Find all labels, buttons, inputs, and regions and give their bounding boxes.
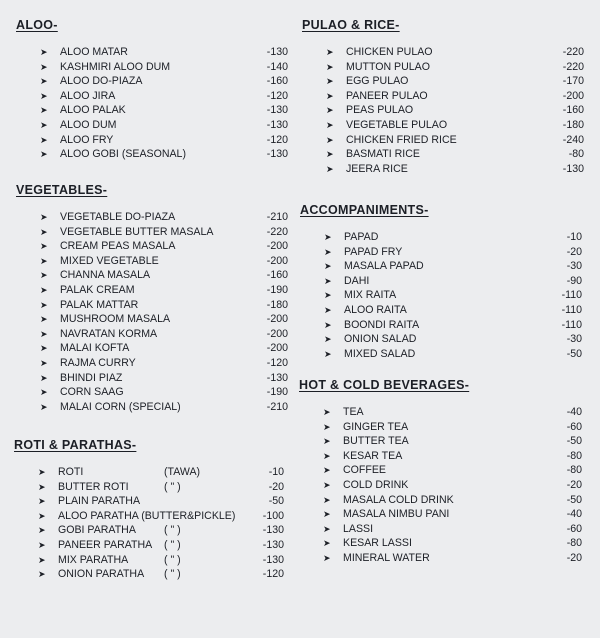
- menu-item: [16, 356, 288, 371]
- item-price: -80: [566, 464, 582, 477]
- menu-item: [302, 133, 584, 148]
- bullet-arrow-icon: ➤: [324, 334, 332, 345]
- item-price: -130: [262, 524, 284, 537]
- item-name: MIX PARATHA: [58, 553, 129, 566]
- item-name: PANEER PARATHA: [58, 538, 153, 551]
- item-price: -30: [566, 260, 582, 273]
- item-note: ( " ): [164, 538, 181, 551]
- item-price: -240: [562, 133, 584, 146]
- item-note: ( " ): [164, 568, 181, 581]
- item-price: -20: [566, 478, 582, 491]
- item-price: -200: [266, 254, 288, 267]
- menu-item: [14, 480, 284, 495]
- item-list: [299, 405, 582, 566]
- item-note: ( " ): [164, 553, 181, 566]
- menu-item: [299, 522, 582, 537]
- menu-item: [299, 434, 582, 449]
- item-name: CHANNA MASALA: [60, 269, 151, 282]
- menu-item: [16, 89, 288, 104]
- bullet-arrow-icon: ➤: [326, 61, 334, 72]
- menu-item: [16, 385, 288, 400]
- bullet-arrow-icon: ➤: [323, 509, 331, 520]
- section-roti: [14, 438, 284, 582]
- item-price: -80: [568, 148, 584, 161]
- bullet-arrow-icon: ➤: [323, 421, 331, 432]
- menu-item: [300, 259, 582, 274]
- menu-item: [300, 274, 582, 289]
- section-heading: ACCOMPANIMENTS-: [300, 203, 429, 217]
- item-name: PLAIN PARATHA: [58, 495, 141, 508]
- item-price: -190: [266, 386, 288, 399]
- menu-item: [16, 74, 288, 89]
- menu-item: [16, 239, 288, 254]
- menu-item: [300, 245, 582, 260]
- item-name: CREAM PEAS MASALA: [60, 240, 176, 253]
- section-heading: ROTI & PARATHAS-: [14, 438, 137, 452]
- item-name: MIXED VEGETABLE: [60, 254, 159, 267]
- bullet-arrow-icon: ➤: [40, 212, 48, 222]
- menu-item: [300, 288, 582, 303]
- item-name: PAPAD FRY: [344, 245, 403, 258]
- item-name: BHINDI PIAZ: [60, 371, 123, 384]
- menu-item: [299, 478, 582, 493]
- item-name: NAVRATAN KORMA: [60, 327, 158, 340]
- bullet-arrow-icon: ➤: [324, 319, 332, 330]
- item-price: -200: [266, 240, 288, 253]
- menu-item: [300, 347, 582, 362]
- item-name: BUTTER TEA: [343, 435, 409, 448]
- menu-item: [299, 449, 582, 464]
- item-list: [300, 230, 582, 361]
- item-price: -20: [268, 480, 284, 493]
- menu-item: [16, 103, 288, 118]
- section-heading: ALOO-: [16, 18, 58, 32]
- item-name: RAJMA CURRY: [60, 356, 136, 369]
- item-name: BOONDI RAITA: [344, 318, 420, 331]
- item-name: MASALA NIMBU PANI: [343, 508, 450, 521]
- menu-item: [16, 225, 288, 240]
- bullet-arrow-icon: ➤: [40, 357, 48, 368]
- item-name: MALAI KOFTA: [60, 342, 130, 355]
- menu-item: [302, 45, 584, 60]
- item-name: KESAR LASSI: [343, 537, 412, 550]
- item-price: -130: [266, 371, 288, 384]
- item-price: -20: [566, 245, 582, 258]
- menu-item: [16, 45, 288, 60]
- bullet-arrow-icon: ➤: [40, 387, 48, 398]
- item-price: -160: [266, 75, 288, 88]
- item-price: -50: [566, 347, 582, 360]
- bullet-arrow-icon: ➤: [38, 539, 46, 550]
- bullet-arrow-icon: ➤: [326, 149, 334, 160]
- bullet-arrow-icon: ➤: [324, 261, 332, 272]
- item-name: PALAK MATTAR: [60, 298, 139, 311]
- bullet-arrow-icon: ➤: [326, 76, 334, 87]
- menu-item: [14, 538, 284, 553]
- item-price: -160: [562, 104, 584, 117]
- menu-item: [300, 332, 582, 347]
- item-name: MIXED SALAD: [344, 347, 416, 360]
- bullet-arrow-icon: ➤: [326, 90, 334, 101]
- menu-item: [302, 89, 584, 104]
- item-price: -110: [561, 303, 582, 316]
- item-price: -130: [266, 148, 288, 161]
- item-price: -50: [268, 495, 284, 508]
- item-name: ONION SALAD: [344, 333, 417, 346]
- bullet-arrow-icon: ➤: [40, 299, 48, 310]
- item-price: -210: [266, 400, 288, 413]
- item-name: GINGER TEA: [343, 420, 409, 433]
- bullet-arrow-icon: ➤: [40, 226, 48, 237]
- menu-item: [302, 74, 584, 89]
- section-heading: HOT & COLD BEVERAGES-: [299, 378, 470, 392]
- item-note: ( " ): [164, 480, 181, 493]
- item-price: -160: [266, 269, 288, 282]
- menu-item: [300, 318, 582, 333]
- item-list: [302, 45, 584, 176]
- item-name: BASMATI RICE: [346, 148, 420, 161]
- item-price: -10: [268, 466, 284, 478]
- bullet-arrow-icon: ➤: [323, 523, 331, 534]
- menu-item: [16, 341, 288, 356]
- item-name: COLD DRINK: [343, 478, 409, 491]
- item-name: ALOO RAITA: [344, 303, 407, 316]
- bullet-arrow-icon: ➤: [40, 255, 48, 266]
- menu-item: [16, 298, 288, 313]
- item-name: ALOO PARATHA (BUTTER&PICKLE): [58, 509, 236, 522]
- item-price: -110: [561, 289, 582, 302]
- item-price: -120: [262, 568, 284, 581]
- menu-item: [302, 103, 584, 118]
- section-aloo: [16, 18, 288, 162]
- item-price: -190: [266, 283, 288, 296]
- bullet-arrow-icon: ➤: [40, 90, 48, 101]
- menu-item: [16, 268, 288, 283]
- item-price: -40: [566, 406, 582, 418]
- bullet-arrow-icon: ➤: [38, 554, 46, 565]
- bullet-arrow-icon: ➤: [40, 47, 48, 57]
- bullet-arrow-icon: ➤: [40, 149, 48, 160]
- bullet-arrow-icon: ➤: [324, 304, 332, 315]
- bullet-arrow-icon: ➤: [324, 290, 332, 301]
- item-name: LASSI: [343, 522, 374, 535]
- item-name: PALAK CREAM: [60, 283, 135, 296]
- bullet-arrow-icon: ➤: [326, 105, 334, 116]
- menu-item: [300, 303, 582, 318]
- menu-item: [16, 60, 288, 75]
- item-name: BUTTER ROTI: [58, 480, 129, 493]
- item-name: ALOO FRY: [60, 133, 114, 146]
- item-name: CORN SAAG: [60, 386, 124, 399]
- item-price: -210: [266, 211, 288, 223]
- item-price: -170: [562, 75, 584, 88]
- section-pulao: [302, 18, 584, 176]
- bullet-arrow-icon: ➤: [326, 119, 334, 130]
- bullet-arrow-icon: ➤: [40, 401, 48, 412]
- bullet-arrow-icon: ➤: [40, 241, 48, 252]
- section-accompaniments: [300, 203, 582, 361]
- item-price: -200: [266, 342, 288, 355]
- item-price: -220: [266, 225, 288, 238]
- item-name: MUSHROOM MASALA: [60, 313, 171, 326]
- menu-item: [302, 162, 584, 177]
- item-name: VEGETABLE PULAO: [346, 118, 448, 131]
- bullet-arrow-icon: ➤: [40, 284, 48, 295]
- item-name: TEA: [343, 406, 364, 418]
- bullet-arrow-icon: ➤: [324, 232, 332, 242]
- item-name: MINERAL WATER: [343, 551, 430, 564]
- item-name: CHICKEN PULAO: [346, 46, 433, 58]
- bullet-arrow-icon: ➤: [326, 134, 334, 145]
- bullet-arrow-icon: ➤: [323, 538, 331, 549]
- menu-item: [299, 507, 582, 522]
- item-price: -130: [262, 553, 284, 566]
- menu-item: [16, 371, 288, 386]
- item-note: ( " ): [164, 524, 181, 537]
- bullet-arrow-icon: ➤: [38, 569, 46, 580]
- item-list: [16, 45, 288, 162]
- item-price: -200: [266, 313, 288, 326]
- menu-item: [299, 463, 582, 478]
- bullet-arrow-icon: ➤: [323, 494, 331, 505]
- bullet-arrow-icon: ➤: [323, 450, 331, 461]
- menu-item: [14, 523, 284, 538]
- bullet-arrow-icon: ➤: [323, 436, 331, 447]
- item-price: -80: [566, 449, 582, 462]
- item-price: -130: [266, 46, 288, 58]
- menu-item: [14, 494, 284, 509]
- menu-item: [299, 493, 582, 508]
- item-name: VEGETABLE DO-PIAZA: [60, 211, 176, 223]
- item-name: ALOO GOBI (SEASONAL): [60, 148, 186, 161]
- bullet-arrow-icon: ➤: [40, 270, 48, 281]
- item-name: MUTTON PULAO: [346, 60, 430, 73]
- item-price: -60: [566, 420, 582, 433]
- item-name: ALOO MATAR: [60, 46, 128, 58]
- menu-item: [14, 509, 284, 524]
- item-name: PEAS PULAO: [346, 104, 414, 117]
- item-name: MIX RAITA: [344, 289, 397, 302]
- menu-item: [299, 536, 582, 551]
- menu-item: [14, 567, 284, 582]
- bullet-arrow-icon: ➤: [38, 510, 46, 521]
- item-name: KESAR TEA: [343, 449, 403, 462]
- item-name: ALOO DUM: [60, 118, 117, 131]
- item-name: PAPAD: [344, 231, 379, 243]
- item-name: JEERA RICE: [346, 162, 408, 175]
- bullet-arrow-icon: ➤: [40, 119, 48, 130]
- menu-item: [16, 254, 288, 269]
- item-price: -80: [566, 537, 582, 550]
- item-price: -180: [266, 298, 288, 311]
- item-name: GOBI PARATHA: [58, 524, 136, 537]
- item-price: -120: [266, 133, 288, 146]
- menu-item: [299, 551, 582, 566]
- item-note: (TAWA): [164, 466, 201, 478]
- bullet-arrow-icon: ➤: [324, 275, 332, 286]
- item-price: -180: [562, 118, 584, 131]
- item-price: -40: [566, 508, 582, 521]
- item-price: -200: [562, 89, 584, 102]
- item-name: ONION PARATHA: [58, 568, 145, 581]
- bullet-arrow-icon: ➤: [323, 407, 331, 417]
- item-list: [16, 210, 288, 414]
- menu-item: [302, 147, 584, 162]
- item-price: -30: [566, 333, 582, 346]
- menu-item: [16, 147, 288, 162]
- bullet-arrow-icon: ➤: [40, 61, 48, 72]
- item-name: DAHI: [344, 274, 370, 287]
- item-price: -50: [566, 435, 582, 448]
- bullet-arrow-icon: ➤: [40, 76, 48, 87]
- item-price: -220: [562, 46, 584, 58]
- item-price: -130: [562, 162, 584, 175]
- bullet-arrow-icon: ➤: [324, 348, 332, 359]
- item-name: PANEER PULAO: [346, 89, 428, 102]
- item-price: -110: [561, 318, 582, 331]
- item-name: ALOO PALAK: [60, 104, 126, 117]
- item-price: -220: [562, 60, 584, 73]
- item-price: -130: [262, 538, 284, 551]
- item-price: -50: [566, 493, 582, 506]
- menu-item: [300, 230, 582, 245]
- bullet-arrow-icon: ➤: [40, 105, 48, 116]
- bullet-arrow-icon: ➤: [38, 496, 46, 507]
- item-price: -90: [566, 274, 582, 287]
- menu-item: [299, 420, 582, 435]
- item-name: ROTI: [58, 466, 84, 478]
- item-price: -60: [566, 522, 582, 535]
- section-heading: VEGETABLES-: [16, 183, 108, 197]
- menu-item: [14, 553, 284, 568]
- menu-item: [16, 210, 288, 225]
- bullet-arrow-icon: ➤: [323, 465, 331, 476]
- item-name: MASALA COLD DRINK: [343, 493, 454, 506]
- item-name: VEGETABLE BUTTER MASALA: [60, 225, 214, 238]
- bullet-arrow-icon: ➤: [40, 328, 48, 339]
- bullet-arrow-icon: ➤: [40, 314, 48, 325]
- menu-item: [299, 405, 582, 420]
- item-name: ALOO DO-PIAZA: [60, 75, 143, 88]
- bullet-arrow-icon: ➤: [38, 467, 46, 477]
- bullet-arrow-icon: ➤: [326, 47, 334, 57]
- menu-item: [302, 118, 584, 133]
- item-price: -120: [266, 356, 288, 369]
- section-vegetables: [16, 183, 288, 414]
- bullet-arrow-icon: ➤: [324, 246, 332, 257]
- item-name: CHICKEN FRIED RICE: [346, 133, 457, 146]
- item-list: [14, 465, 284, 582]
- bullet-arrow-icon: ➤: [323, 552, 331, 563]
- item-name: EGG PULAO: [346, 75, 409, 88]
- item-price: -20: [566, 551, 582, 564]
- item-price: -100: [262, 509, 284, 522]
- menu-item: [16, 312, 288, 327]
- menu-item: [302, 60, 584, 75]
- menu-item: [16, 133, 288, 148]
- item-price: -120: [266, 89, 288, 102]
- item-name: MASALA PAPAD: [344, 260, 424, 273]
- item-name: MALAI CORN (SPECIAL): [60, 400, 181, 413]
- menu-item: [14, 465, 284, 480]
- item-name: KASHMIRI ALOO DUM: [60, 60, 171, 73]
- bullet-arrow-icon: ➤: [323, 479, 331, 490]
- menu-item: [16, 400, 288, 415]
- menu-item: [16, 327, 288, 342]
- item-price: -200: [266, 327, 288, 340]
- bullet-arrow-icon: ➤: [40, 343, 48, 354]
- section-heading: PULAO & RICE-: [302, 18, 400, 32]
- bullet-arrow-icon: ➤: [38, 525, 46, 536]
- bullet-arrow-icon: ➤: [40, 134, 48, 145]
- item-price: -140: [266, 60, 288, 73]
- bullet-arrow-icon: ➤: [40, 372, 48, 383]
- item-price: -130: [266, 118, 288, 131]
- menu-item: [16, 118, 288, 133]
- menu-item: [16, 283, 288, 298]
- item-price: -10: [566, 231, 582, 243]
- bullet-arrow-icon: ➤: [326, 163, 334, 174]
- item-price: -130: [266, 104, 288, 117]
- section-beverages: [299, 378, 582, 566]
- bullet-arrow-icon: ➤: [38, 481, 46, 492]
- item-name: COFFEE: [343, 464, 386, 477]
- item-name: ALOO JIRA: [60, 89, 116, 102]
